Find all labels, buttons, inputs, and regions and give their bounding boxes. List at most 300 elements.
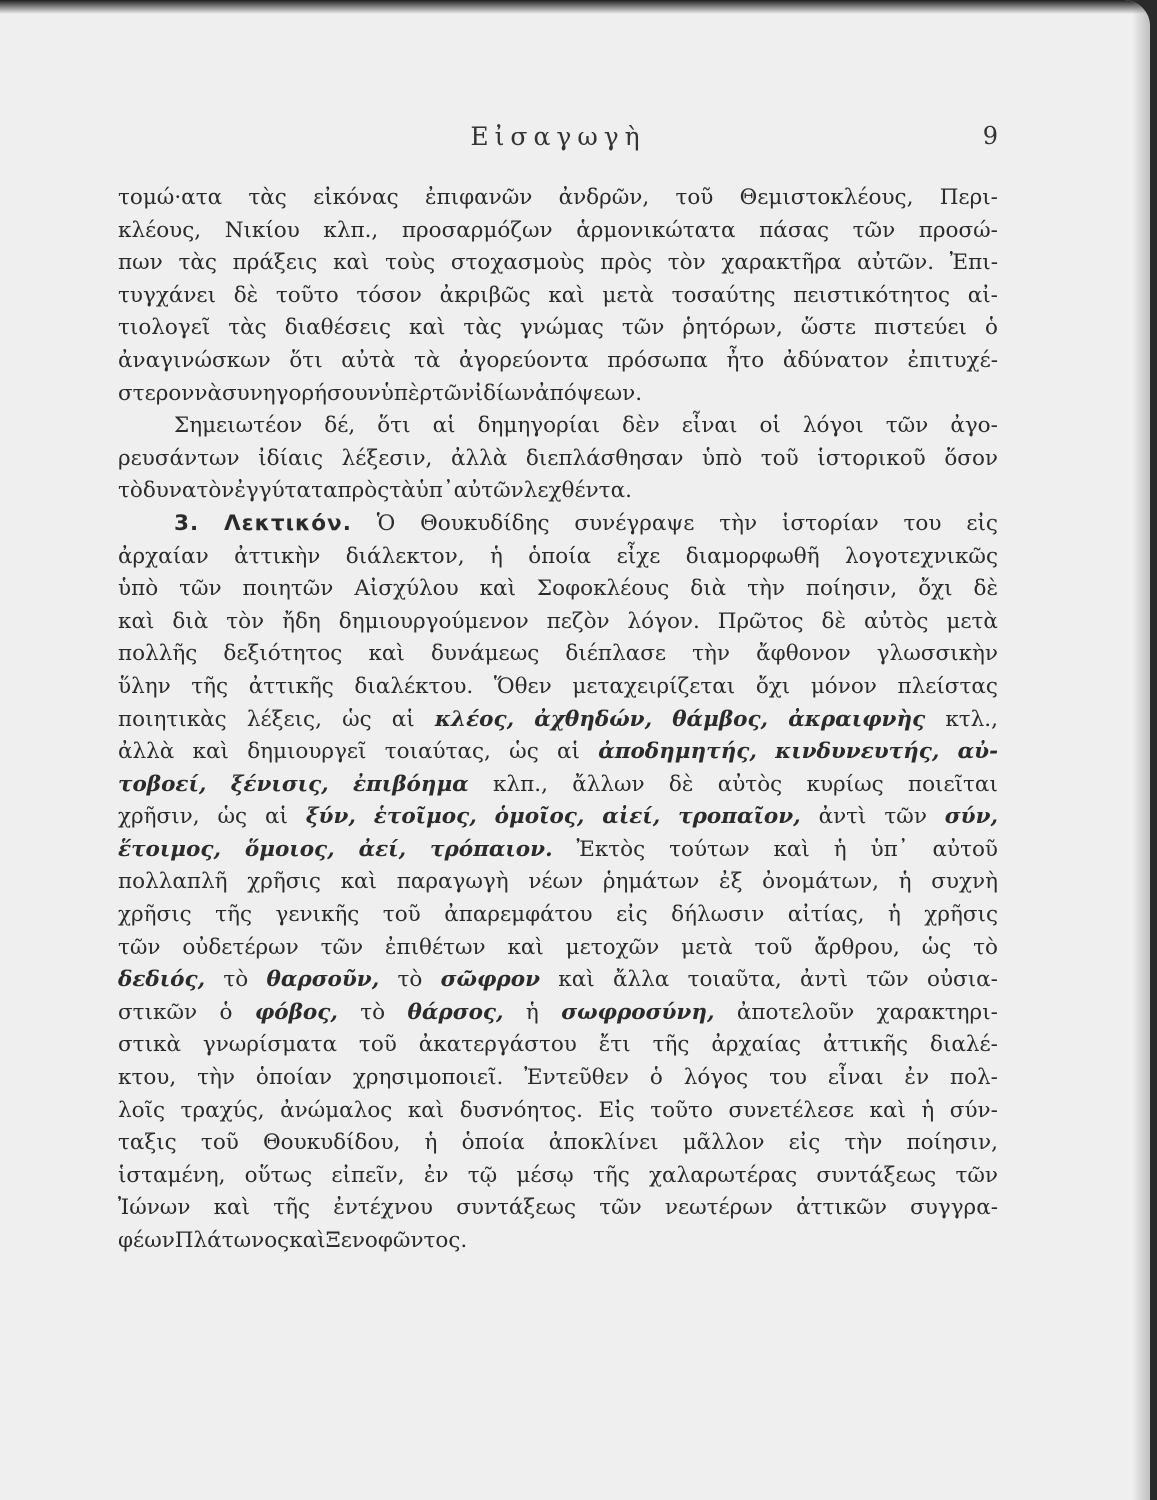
- word: τὸ: [360, 999, 386, 1025]
- word: αἱ: [391, 706, 415, 732]
- word: ἀρχαίαν: [118, 543, 209, 569]
- emphasized-word: ὁμοῖος,: [494, 804, 585, 830]
- word: ἐγγύτατα: [234, 478, 338, 504]
- text-line: [118, 997, 998, 1030]
- word: Νικίου: [224, 217, 300, 243]
- word: χρησιμοποιεῖ.: [352, 1065, 504, 1091]
- word: αἱ: [432, 413, 456, 439]
- word: πλείστας: [897, 673, 998, 699]
- word: εἶχε: [616, 543, 661, 569]
- word: ἡ: [921, 1097, 935, 1123]
- word: σύν-: [949, 1097, 998, 1123]
- text-line: [118, 541, 998, 574]
- word: ἀγορεύοντα: [459, 347, 589, 373]
- word: οὐσια-: [927, 967, 998, 993]
- word: τοῦ: [382, 902, 421, 928]
- word: πιστεύει: [874, 315, 967, 341]
- text-line: [118, 769, 998, 802]
- word: ἡ: [833, 836, 847, 862]
- word: δημιουργεῖ: [247, 739, 367, 765]
- word: ἀπόψεων.: [535, 380, 643, 406]
- word: πολλῆς: [118, 641, 198, 667]
- text-line: [118, 475, 998, 508]
- word: καὶ: [368, 641, 405, 667]
- emphasized-word: κλέος,: [434, 706, 515, 732]
- word: ὁ: [649, 1065, 663, 1091]
- word: ἐν: [423, 1162, 449, 1188]
- word: Ἰώνων: [118, 1195, 191, 1221]
- word: εἰς: [616, 902, 648, 928]
- word: τὰς: [228, 315, 267, 341]
- word: τομώ·ατα: [118, 185, 223, 210]
- word: Ἐπι-: [949, 250, 998, 276]
- text-line: [118, 932, 998, 965]
- word: τὰ: [413, 347, 441, 373]
- word: ἡ: [424, 1130, 438, 1156]
- word: τῆς: [273, 1195, 311, 1221]
- word: αὐτῶν: [453, 478, 524, 504]
- word: κτλ.,: [945, 706, 998, 732]
- word: ὑπὲρ: [380, 380, 433, 406]
- word: τῶν: [866, 967, 909, 993]
- word: Θουκυδίδου,: [263, 1130, 401, 1156]
- word: ὅτι: [377, 413, 411, 439]
- running-header: [118, 122, 998, 162]
- word: ποιεῖται: [907, 771, 998, 797]
- word: ἡ: [525, 999, 539, 1025]
- word: αἱ: [264, 804, 288, 830]
- word: πράξεις: [232, 250, 318, 276]
- word: δὲ: [821, 608, 847, 634]
- word: λόγος: [683, 1065, 749, 1091]
- emphasized-word: ἕτοιμος,: [118, 836, 221, 862]
- word: ὡς: [217, 804, 248, 830]
- word: τὴν: [197, 1065, 235, 1091]
- word: χρῆσις: [924, 902, 998, 928]
- word: ἔτι: [598, 1032, 631, 1058]
- word: ὅτι: [289, 347, 323, 373]
- word: πειστικότητος: [793, 282, 951, 308]
- emphasized-word: ἑτοῖμος,: [373, 804, 477, 830]
- word: ὑπ᾽: [415, 478, 454, 504]
- word: του: [903, 510, 942, 536]
- word: τὴν: [747, 576, 785, 602]
- word: γλωσσικὴν: [876, 641, 998, 667]
- word: πρὸς: [600, 250, 653, 276]
- word: δέ,: [324, 413, 356, 439]
- word: Ἐντεῦθεν: [524, 1065, 629, 1091]
- word: συνέγραψε: [574, 510, 695, 536]
- word: τὰς: [248, 185, 287, 210]
- word: τῆς: [215, 902, 252, 928]
- word: ποιητῶν: [242, 576, 334, 602]
- word: ὁ: [984, 315, 998, 341]
- word: ῥημάτων: [602, 869, 700, 895]
- word: μεταχειρίζεται: [572, 673, 736, 699]
- word: συνετέλεσε: [728, 1097, 855, 1123]
- word: τὸ: [397, 967, 423, 993]
- word: λέξεσιν,: [341, 445, 433, 471]
- word: ὀνομάτων,: [762, 869, 879, 895]
- word: συντάξεως: [816, 1162, 937, 1188]
- page-number: 9: [982, 122, 998, 150]
- word: τοσαύτης: [671, 282, 776, 308]
- page-title: Εἰσαγωγὴ: [470, 122, 646, 151]
- word: στερον: [118, 380, 195, 406]
- word: τῆς: [191, 673, 229, 699]
- word: τοῦ: [200, 1130, 239, 1156]
- word: ἐπιθέτων: [384, 934, 486, 960]
- text-line: [118, 964, 998, 997]
- text-line: [118, 801, 998, 834]
- word: οἱ: [759, 413, 781, 439]
- word: τιολογεῖ: [118, 315, 211, 341]
- word: διὰ: [690, 576, 727, 602]
- text-line: [118, 247, 998, 280]
- word: ἀπαρεμφάτου: [444, 902, 593, 928]
- word: τοῦ: [675, 185, 714, 210]
- word: ὡς: [921, 934, 952, 960]
- word: καὶ: [289, 1228, 326, 1253]
- section-heading: 3.: [174, 510, 200, 536]
- word: Ὁ: [376, 510, 396, 536]
- word: μᾶλλον: [682, 1130, 765, 1156]
- text-line: [118, 280, 998, 313]
- word: οὐδετέρων: [182, 934, 299, 960]
- word: δυνάμεως: [430, 641, 540, 667]
- word: τῶν: [599, 1195, 642, 1221]
- word: καὶ: [773, 836, 810, 862]
- word: ἀττικῆς: [822, 1032, 909, 1058]
- word: ποίησιν,: [805, 576, 898, 602]
- emphasized-word: θαρσοῦν,: [266, 967, 380, 993]
- word: ἱστορικοῦ: [817, 445, 926, 471]
- word: τὰς: [178, 250, 217, 276]
- word: τὴν: [844, 1130, 883, 1156]
- text-line: [118, 443, 998, 476]
- word: ποιητικὰς: [118, 706, 227, 732]
- word: Σοφοκλέους: [536, 576, 670, 602]
- word: νέων: [528, 869, 584, 895]
- emphasized-word: αἰεί,: [602, 804, 661, 830]
- word: ἀττικῶν: [796, 1195, 887, 1221]
- word: καὶ: [869, 1097, 906, 1123]
- text-line: [118, 410, 998, 443]
- word: μετὰ: [602, 282, 654, 308]
- word: δημιουργούμενον: [338, 608, 529, 634]
- emphasized-word: ἐπιβόημα: [352, 771, 469, 797]
- emphasized-word: ἀκραιφνὴς: [788, 706, 926, 732]
- word: καὶ: [479, 576, 516, 602]
- word: καὶ: [340, 869, 377, 895]
- word: τὸν: [667, 250, 706, 276]
- word: ἀποτελοῦν: [736, 999, 855, 1025]
- emphasized-word: αὐ-: [957, 739, 998, 765]
- text-line: [118, 312, 998, 345]
- word: ῥητόρων,: [682, 315, 783, 341]
- text-line: [118, 1095, 998, 1128]
- word: εἶναι: [827, 1065, 884, 1091]
- text-line: [118, 508, 998, 541]
- text-line: [118, 1062, 998, 1095]
- word: ὑπὸ: [118, 576, 159, 602]
- word: τῶν: [884, 804, 927, 830]
- word: δεξιότητος: [223, 641, 343, 667]
- word: κλπ.,: [323, 217, 379, 243]
- word: ὡς: [342, 706, 372, 732]
- word: ὄχι: [755, 673, 791, 699]
- word: γνώμας: [519, 315, 604, 341]
- word: Ὅθεν: [493, 673, 552, 699]
- word: ἀρχαίας: [711, 1032, 802, 1058]
- word: χρῆσις: [118, 902, 192, 928]
- word: μετοχῶν: [565, 934, 660, 960]
- word: αὐτὸς: [863, 608, 929, 634]
- emphasized-word: ξύν,: [305, 804, 356, 830]
- word: ἡ: [898, 869, 912, 895]
- word: τῶν: [885, 413, 929, 439]
- word: στοχασμοὺς: [450, 250, 585, 276]
- word: τῶν: [118, 934, 161, 960]
- text-line: [118, 899, 998, 932]
- word: λόγοι: [802, 413, 864, 439]
- word: Θουκυδίδης: [420, 510, 550, 536]
- word: τυγχάνει: [118, 282, 216, 308]
- word: διεπλάσθησαν: [525, 445, 684, 471]
- word: πάσας: [759, 217, 830, 243]
- word: ὁ: [219, 999, 233, 1025]
- word: ὁποίαν: [255, 1065, 332, 1091]
- word: χαρακτῆρα: [721, 250, 842, 276]
- word: μετὰ: [946, 608, 998, 634]
- section-heading: Λεκτικόν.: [224, 510, 352, 536]
- emphasized-word: τοβοεί,: [118, 771, 207, 797]
- word: τοῦ: [754, 934, 793, 960]
- word: του: [769, 1065, 807, 1091]
- word: τῆς: [592, 1162, 630, 1188]
- emphasized-word: ξένισις,: [230, 771, 329, 797]
- word: ἀποκλίνει: [548, 1130, 659, 1156]
- word: ὅσον: [944, 445, 998, 471]
- word: συνηγορήσουν: [221, 380, 381, 406]
- text-line: [118, 736, 998, 769]
- word: νὰ: [194, 380, 222, 406]
- word: χαρακτηρι-: [876, 999, 998, 1025]
- emphasized-word: θάμβος,: [672, 706, 769, 732]
- word: Εἰς: [598, 1097, 635, 1123]
- word: εἰπεῖν,: [331, 1162, 405, 1188]
- text-line: [118, 182, 998, 215]
- word: γνωρίσματα: [202, 1032, 337, 1058]
- word: ἱσταμένη,: [118, 1162, 226, 1188]
- word: ἐν: [904, 1065, 930, 1091]
- word: τόσον: [356, 282, 422, 308]
- word: διάλεκτον,: [345, 543, 465, 569]
- word: παραγωγὴ: [396, 869, 509, 895]
- word: ἁρμονικώτατα: [576, 217, 736, 243]
- emphasized-word: κινδυνευτής,: [775, 739, 940, 765]
- word: τὸ: [118, 478, 143, 504]
- word: ποίησιν,: [906, 1130, 998, 1156]
- word: οὕτως: [244, 1162, 313, 1188]
- emphasized-word: θάρσος,: [407, 999, 504, 1025]
- word: ἱστορίαν: [782, 510, 879, 536]
- word: Περι-: [939, 185, 998, 210]
- word: αὐτὸς: [717, 771, 783, 797]
- emphasized-word: σύν,: [944, 804, 998, 830]
- word: ἐπιτυχέ-: [907, 347, 998, 373]
- word: Ξενοφῶντος.: [325, 1228, 468, 1253]
- word: ἄλλων: [572, 771, 645, 797]
- word: τῶν: [621, 315, 665, 341]
- word: συχνὴ: [931, 869, 998, 895]
- word: πρόσωπα: [607, 347, 708, 373]
- word: τοιαῦτα,: [687, 967, 782, 993]
- word: τῶν: [179, 576, 222, 602]
- word: φέων: [118, 1228, 175, 1253]
- word: πρὸς: [337, 478, 390, 504]
- text-line: [118, 1160, 998, 1193]
- emphasized-word: ἀποδημητής,: [598, 739, 757, 765]
- word: εἰκόνας: [313, 185, 399, 210]
- word: τούτων: [669, 836, 750, 862]
- word: ἀλλὰ: [118, 739, 175, 765]
- word: καὶ: [192, 739, 229, 765]
- text-line: [118, 704, 998, 737]
- word: πολλαπλῆ: [118, 869, 228, 895]
- word: τὰ: [389, 478, 416, 504]
- word: δὲ: [233, 282, 259, 308]
- word: διαλέ-: [930, 1032, 998, 1058]
- word: ἀναγινώσκων: [118, 347, 271, 373]
- word: δήλωσιν: [671, 902, 765, 928]
- word: ἐπιφανῶν: [424, 185, 533, 210]
- text-line: [118, 606, 998, 639]
- word: τὸν: [226, 608, 265, 634]
- word: ἄρθρου,: [814, 934, 900, 960]
- emphasized-word: σωφροσύνη,: [561, 999, 715, 1025]
- word: δὲν: [622, 413, 660, 439]
- word: λέξεις,: [246, 706, 322, 732]
- word: πεζὸν: [546, 608, 610, 634]
- word: καὶ: [409, 315, 446, 341]
- word: ὡς: [509, 739, 539, 765]
- word: χρῆσις: [247, 869, 321, 895]
- word: ἤδη: [282, 608, 321, 634]
- text-line: [118, 671, 998, 704]
- word: λογοτεχνικῶς: [845, 543, 998, 569]
- emphasized-word: τροπαῖον,: [678, 804, 801, 830]
- emphasized-word: ἀχθηδών,: [534, 706, 653, 732]
- word: ἄφθονον: [756, 641, 851, 667]
- body-text: [118, 182, 998, 1258]
- word: νεωτέρων: [664, 1195, 773, 1221]
- word: προσώ-: [918, 217, 998, 243]
- word: στικῶν: [118, 999, 198, 1025]
- word: τῶν: [320, 934, 364, 960]
- word: δυνατὸν: [142, 478, 235, 504]
- word: αἰ-: [967, 282, 998, 308]
- word: καὶ: [407, 1097, 445, 1123]
- emphasized-word: ἀεί,: [358, 836, 407, 862]
- word: Σημειωτέον: [174, 413, 303, 439]
- word: γενικῆς: [275, 902, 360, 928]
- word: κυρίως: [806, 771, 884, 797]
- word: διαλέκτου.: [354, 673, 474, 699]
- word: ὑπ᾽: [870, 836, 909, 862]
- word: τὸ: [223, 967, 249, 993]
- word: στικὰ: [118, 1032, 181, 1058]
- word: ἐξ: [719, 869, 743, 895]
- word: ἀντὶ: [799, 967, 848, 993]
- word: κλέους,: [118, 217, 202, 243]
- word: ἀνώμαλος: [280, 1097, 393, 1123]
- word: τραχύς,: [180, 1097, 265, 1123]
- word: τῶν: [955, 1162, 998, 1188]
- word: ὁποία: [528, 543, 592, 569]
- text-line: [118, 1225, 998, 1258]
- word: Πλάτωνος: [174, 1228, 290, 1253]
- word: Ἐκτὸς: [576, 836, 646, 862]
- word: ἀλλὰ: [450, 445, 508, 471]
- word: ὥστε: [800, 315, 857, 341]
- word: καὶ: [213, 1195, 250, 1221]
- text-line: [118, 573, 998, 606]
- emphasized-word: φόβος,: [254, 999, 338, 1025]
- word: αὐτῶν.: [857, 250, 935, 276]
- word: ἰδίαις: [258, 445, 323, 471]
- word: τῷ: [467, 1162, 498, 1188]
- word: μόνον: [810, 673, 877, 699]
- word: ταξις: [118, 1130, 177, 1156]
- word: ἡ: [489, 543, 503, 569]
- word: ὄχι: [918, 576, 953, 602]
- word: καὶ: [118, 608, 155, 634]
- text-line: [118, 1192, 998, 1225]
- text-line: [118, 866, 998, 899]
- word: αἱ: [556, 739, 580, 765]
- word: δὲ: [973, 576, 998, 602]
- word: εἰς: [788, 1130, 821, 1156]
- word: καὶ: [333, 250, 370, 276]
- word: χαλαρωτέρας: [649, 1162, 798, 1188]
- word: τῶν: [432, 380, 475, 406]
- word: τοῦ: [760, 445, 799, 471]
- emphasized-word: σῶφρον: [440, 967, 540, 993]
- word: εἶναι: [681, 413, 738, 439]
- word: ἰδίων: [474, 380, 536, 406]
- word: ἀκατεργάστου: [418, 1032, 577, 1058]
- word: ἄλλα: [612, 967, 670, 993]
- word: ἀνδρῶν,: [558, 185, 650, 210]
- word: τῶν: [852, 217, 896, 243]
- word: ἡ: [887, 902, 901, 928]
- word: ὕλην: [118, 673, 171, 699]
- word: πων: [118, 250, 163, 276]
- word: λοῖς: [118, 1097, 166, 1123]
- word: ρευσάντων: [118, 445, 240, 471]
- word: πολ-: [949, 1065, 998, 1091]
- emphasized-word: τρόπαιον.: [430, 836, 553, 862]
- word: συγγρα-: [910, 1195, 998, 1221]
- word: αἰτίας,: [787, 902, 865, 928]
- word: εἰς: [966, 510, 998, 536]
- word: τὸ: [973, 934, 998, 960]
- word: ἀττικῆς: [248, 673, 334, 699]
- text-line: [118, 638, 998, 671]
- word: δὲ: [668, 771, 694, 797]
- text-line: [118, 378, 998, 411]
